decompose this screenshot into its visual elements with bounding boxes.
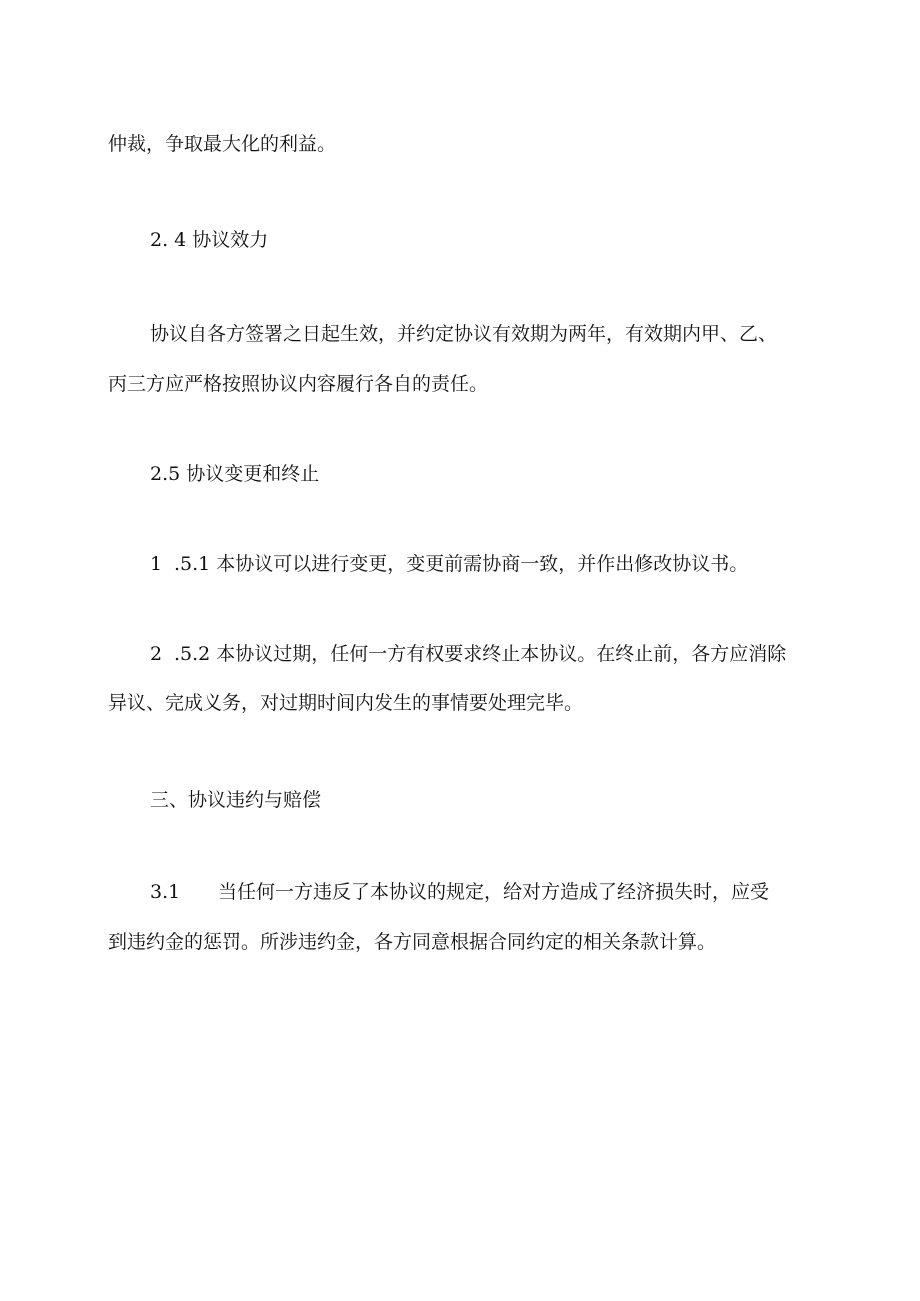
- section-2-4-heading: 2. 4 协议效力: [150, 229, 269, 251]
- clause-2-5-2: [150, 642, 786, 666]
- section-2-5-heading: 2.5 协议变更和终止: [150, 463, 320, 485]
- section-3-heading: 三、协议违约与赔偿: [150, 789, 322, 811]
- section-2-4-paragraph-line-1: 协议自各方签署之日起生效，并约定协议有效期为两年，有效期内甲、乙、: [150, 323, 778, 345]
- clause-2-5-1: [150, 552, 748, 576]
- clause-3-1-line-2: 到违约金的惩罚。所涉违约金，各方同意根据合同约定的相关条款计算。: [108, 931, 717, 953]
- clause-2-5-2-text: .5.2 本协议过期，任何一方有权要求终止本协议。在终止前，各方应消除: [174, 643, 787, 665]
- continuation-line: 仲裁，争取最大化的利益。: [108, 133, 337, 155]
- clause-2-5-1-text: .5.1 本协议可以进行变更，变更前需协商一致，并作出修改协议书。: [174, 553, 749, 575]
- clause-2-5-2-line-2: 异议、完成义务，对过期时间内发生的事情要处理完毕。: [108, 692, 584, 714]
- clause-3-1-text: 当任何一方违反了本协议的规定，给对方造成了经济损失时，应受: [218, 881, 770, 903]
- clause-3-1: [150, 880, 769, 904]
- clause-2-5-2-number: 2: [150, 643, 163, 665]
- clause-2-5-1-number: 1: [150, 553, 163, 575]
- section-2-4-paragraph-line-2: 丙三方应严格按照协议内容履行各自的责任。: [108, 373, 489, 395]
- clause-3-1-number: 3.1: [150, 881, 181, 903]
